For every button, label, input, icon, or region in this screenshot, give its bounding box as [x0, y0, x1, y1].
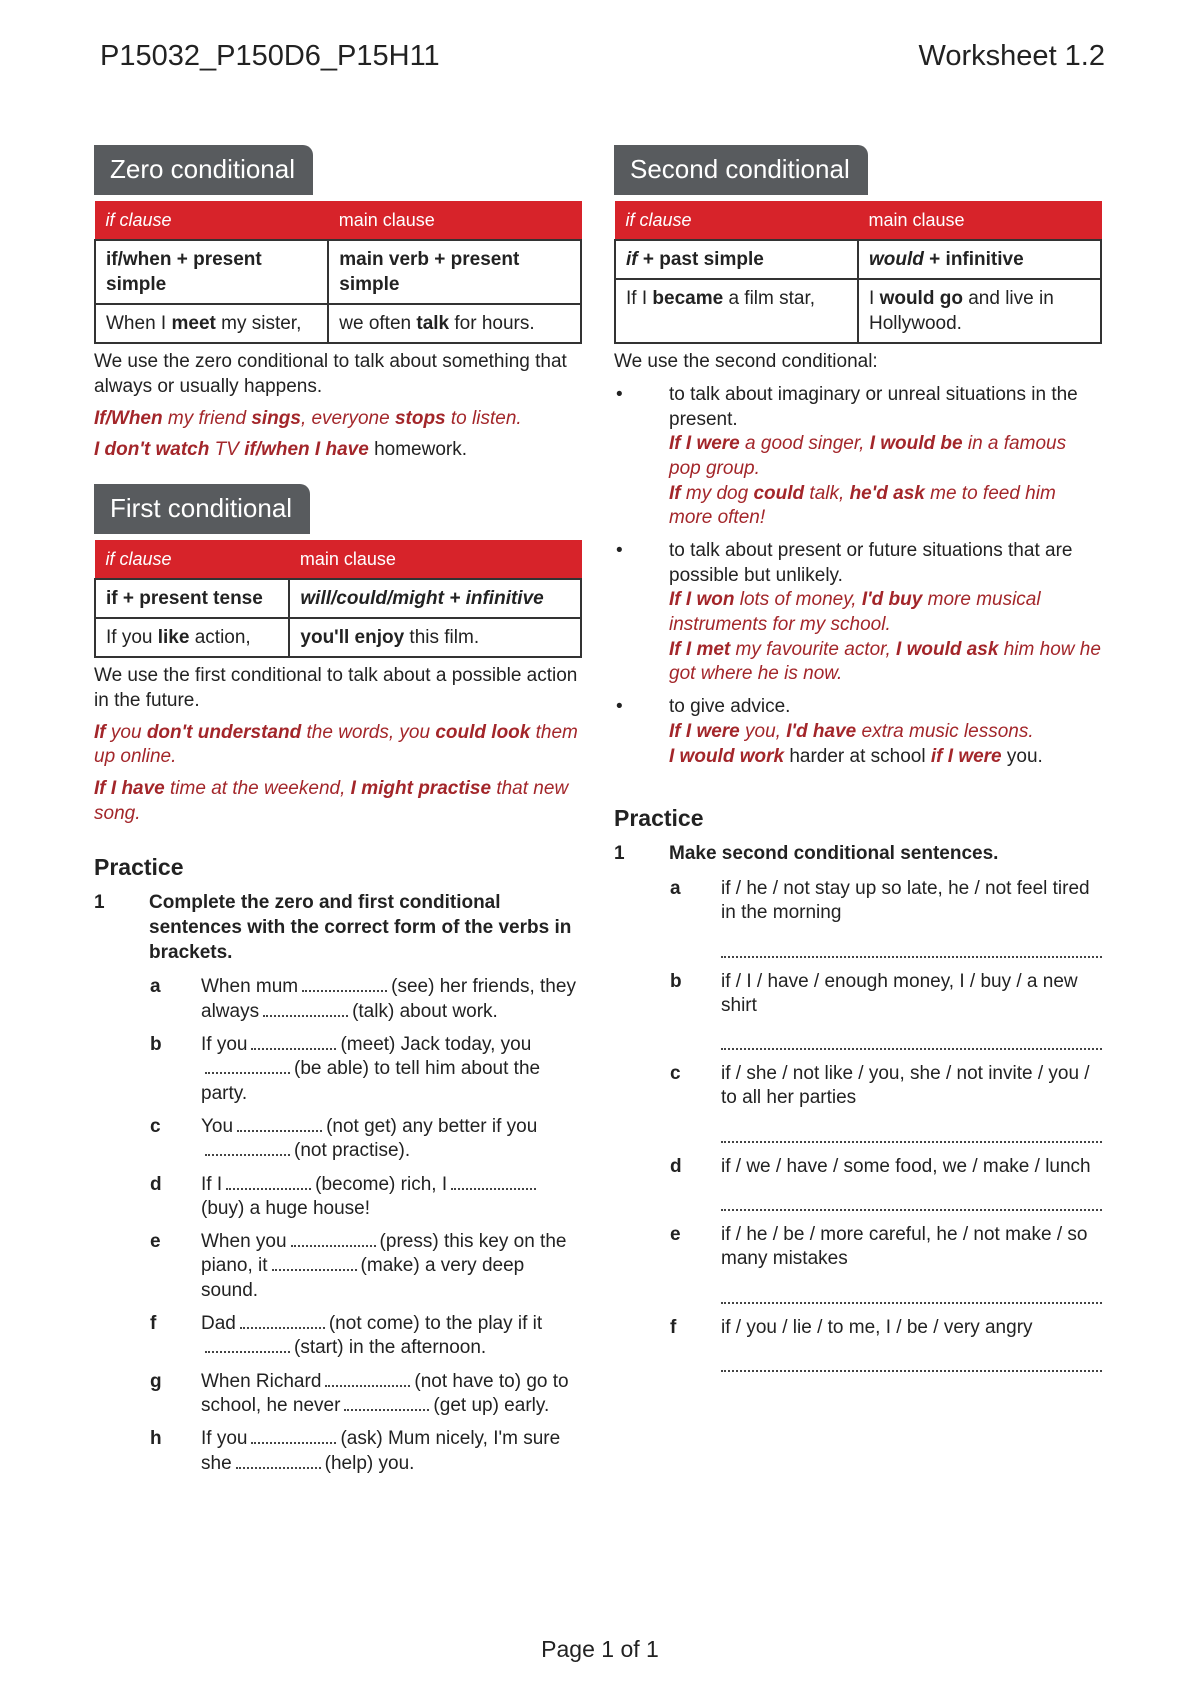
- item-letter: b: [670, 970, 682, 992]
- item-text: (ask) Mum nicely, I'm sure she: [201, 1428, 561, 1474]
- right-column: [614, 145, 1102, 1384]
- exercise-item-c: [94, 1115, 582, 1164]
- ex-bold: If I won: [669, 589, 735, 611]
- ex-text: to listen.: [445, 407, 522, 429]
- exercise-item-f: [614, 1316, 1102, 1372]
- answer-blank[interactable]: [240, 1313, 325, 1329]
- ex-text: the words, you: [301, 721, 436, 743]
- ex-bold: I would work: [669, 745, 785, 767]
- answer-line[interactable]: [721, 1119, 1102, 1143]
- item-text: if / she / not like / you, she / not invite / you / to all her parties: [721, 1063, 1090, 1109]
- task-number: 1: [614, 843, 625, 865]
- item-text: (meet) Jack today, you: [340, 1033, 532, 1055]
- first-explanation: We use the first conditional to talk about a possible action in the future.: [94, 665, 578, 711]
- exercise-item-b: [614, 970, 1102, 1051]
- ex-text: homework.: [368, 439, 467, 461]
- cell-verb: talk: [416, 313, 450, 335]
- item-letter: d: [150, 1173, 162, 1195]
- second-use-2: [614, 539, 1102, 687]
- exercise-item-h: [94, 1427, 582, 1476]
- ex-text: my favourite actor,: [730, 638, 897, 660]
- answer-line[interactable]: [721, 1187, 1102, 1211]
- zero-conditional-title: Zero conditional: [94, 145, 313, 195]
- ex-text: a good singer,: [739, 433, 870, 455]
- ex-text: more musical instruments for my school.: [669, 589, 1041, 636]
- ex-text: harder at school: [784, 745, 931, 767]
- item-text: if / he / be / more careful, he / not make / so many mistakes: [721, 1224, 1088, 1270]
- answer-blank[interactable]: [291, 1231, 376, 1247]
- answer-blank[interactable]: [251, 1428, 336, 1444]
- item-text: If you: [201, 1033, 248, 1055]
- ex-text: you: [105, 721, 147, 743]
- item-text: (help) you.: [324, 1452, 415, 1474]
- item-text: (not get) any better if you: [326, 1115, 538, 1137]
- answer-blank[interactable]: [272, 1255, 357, 1271]
- answer-blank[interactable]: [302, 976, 387, 992]
- answer-blank[interactable]: [251, 1034, 336, 1050]
- cell-text: for hours.: [449, 313, 535, 335]
- table-cell: if + present tense: [95, 579, 289, 618]
- item-text: if / he / not stay up so late, he / not feel tired in the morning: [721, 877, 1090, 924]
- item-letter: c: [670, 1063, 681, 1085]
- ex-text: talk,: [804, 482, 850, 504]
- ex-text: TV: [209, 439, 245, 461]
- practice-task: [614, 842, 1102, 867]
- item-text: (see) her friends, they always: [201, 976, 576, 1022]
- cell-text: If you: [106, 627, 158, 649]
- document-code: P15032_P150D6_P15H11: [100, 40, 440, 72]
- exercise-item-c: [614, 1062, 1102, 1143]
- cell-italic: if: [626, 249, 638, 270]
- item-text: If I: [201, 1173, 223, 1195]
- answer-blank[interactable]: [205, 1337, 290, 1353]
- exercise-item-a: [614, 877, 1102, 958]
- answer-blank[interactable]: [226, 1174, 311, 1190]
- task-number: 1: [94, 892, 105, 914]
- item-text: if / you / lie / to me, I / be / very angry: [721, 1316, 1033, 1338]
- exercise-item-d: [94, 1173, 582, 1222]
- page-number: Page 1 of 1: [541, 1636, 659, 1662]
- bullet-text: to give advice.: [669, 696, 791, 718]
- answer-blank[interactable]: [236, 1453, 321, 1469]
- ex-bold: he'd ask: [849, 482, 925, 504]
- answer-blank[interactable]: [205, 1058, 290, 1074]
- table-cell: [328, 304, 581, 343]
- task-instruction: Make second conditional sentences.: [669, 843, 999, 865]
- item-text: if / we / have / some food, we / make / lunch: [721, 1155, 1091, 1177]
- exercise-item-e: [614, 1223, 1102, 1304]
- second-use-3: [614, 695, 1102, 769]
- item-text: When you: [201, 1231, 287, 1253]
- ex-text: that new song.: [94, 777, 569, 824]
- ex-text: me to feed him more often!: [669, 482, 1056, 529]
- item-text: (get up) early.: [433, 1395, 550, 1417]
- answer-blank[interactable]: [344, 1395, 429, 1411]
- answer-line[interactable]: [721, 934, 1102, 958]
- second-example: [669, 720, 1102, 745]
- ex-text: you,: [739, 720, 787, 742]
- ex-text: my dog: [680, 482, 754, 504]
- table-cell: [289, 618, 581, 657]
- ex-bold: If: [669, 482, 681, 504]
- cell-verb: meet: [171, 313, 216, 335]
- ex-bold: stops: [394, 407, 446, 429]
- cell-text: we often: [339, 313, 417, 335]
- ex-text: my friend: [162, 407, 252, 429]
- item-text: (not come) to the play if it: [328, 1313, 543, 1335]
- second-conditional-table: [614, 201, 1102, 344]
- item-letter: f: [670, 1316, 677, 1338]
- table-cell: [858, 279, 1101, 343]
- item-text: (become) rich, I: [315, 1173, 448, 1195]
- cell-text: If I: [626, 288, 653, 310]
- item-text: (start) in the afternoon.: [294, 1337, 487, 1359]
- answer-line[interactable]: [721, 1348, 1102, 1372]
- first-conditional-title: First conditional: [94, 484, 310, 534]
- cell-text: my sister,: [215, 313, 302, 335]
- item-text: If you: [201, 1428, 248, 1450]
- ex-text: in a famous pop group.: [669, 433, 1067, 479]
- item-letter: a: [670, 877, 681, 899]
- answer-blank[interactable]: [325, 1371, 410, 1387]
- ex-bold: If I met: [669, 638, 731, 660]
- cell-text: I: [869, 288, 880, 310]
- ex-bold: sings: [251, 407, 301, 429]
- answer-blank[interactable]: [451, 1174, 536, 1190]
- ex-bold: I'd buy: [861, 589, 923, 611]
- table-cell: [615, 279, 858, 343]
- first-conditional-table: [94, 540, 582, 658]
- answer-blank[interactable]: [263, 1001, 348, 1017]
- item-letter: f: [150, 1313, 157, 1335]
- cell-verb: became: [652, 288, 724, 310]
- item-text: (make) a very deep sound.: [201, 1255, 525, 1301]
- ex-bold: I might practise: [350, 777, 492, 799]
- second-example: [669, 482, 1102, 531]
- item-letter: d: [670, 1155, 682, 1177]
- practice-task: [94, 891, 582, 965]
- cell-verb: like: [157, 627, 190, 649]
- ex-bold: I would be: [869, 433, 963, 455]
- zero-example-1: [94, 407, 582, 432]
- task-instruction: Complete the zero and first conditional sentences with the correct form of the verbs in brackets.: [149, 892, 572, 963]
- item-text: (not have to) go to school, he never: [201, 1370, 569, 1417]
- item-letter: h: [150, 1428, 162, 1450]
- practice-heading: Practice: [94, 854, 184, 881]
- worksheet-number: Worksheet 1.2: [918, 40, 1105, 72]
- table-cell: if/when + present simple: [95, 240, 328, 304]
- second-intro: We use the second conditional:: [614, 351, 878, 373]
- ex-bold: I don't watch: [94, 439, 210, 461]
- ex-text: , everyone: [300, 407, 395, 429]
- second-example: [669, 432, 1102, 481]
- bullet-icon: •: [616, 696, 623, 718]
- ex-bold: If I were: [669, 720, 740, 742]
- bullet-text: to talk about present or future situations that are possible but unlikely.: [669, 540, 1073, 586]
- item-text: (not practise).: [294, 1140, 411, 1162]
- ex-bold: I'd have: [786, 720, 857, 742]
- ex-text: time at the weekend,: [164, 777, 351, 799]
- answer-line[interactable]: [721, 1026, 1102, 1050]
- item-letter: e: [150, 1231, 161, 1253]
- ex-bold: If/When: [94, 407, 163, 429]
- answer-blank[interactable]: [205, 1140, 290, 1156]
- ex-bold: If I have: [94, 777, 165, 799]
- item-text: When Richard: [201, 1370, 322, 1392]
- ex-text: lots of money,: [734, 589, 862, 611]
- ex-text: you.: [1001, 745, 1043, 767]
- ex-bold: If I were: [669, 433, 740, 455]
- cell-text: + past simple: [637, 249, 764, 270]
- exercise-item-f: [94, 1312, 582, 1361]
- item-text: You: [201, 1115, 234, 1137]
- ex-bold: if/when I have: [244, 439, 369, 461]
- bullet-text: to talk about imaginary or unreal situations in the present.: [669, 383, 1078, 430]
- left-column: [94, 145, 582, 1485]
- table-header-if: if clause: [615, 202, 858, 241]
- ex-text: extra music lessons.: [856, 720, 1034, 742]
- item-letter: c: [150, 1115, 161, 1137]
- ex-bold: could: [753, 482, 805, 504]
- table-cell: [615, 240, 858, 279]
- table-header-if: if clause: [95, 202, 328, 241]
- bullet-icon: •: [616, 383, 623, 405]
- cell-italic: would: [869, 249, 924, 270]
- second-example: [669, 745, 1102, 770]
- zero-conditional-table: [94, 201, 582, 344]
- ex-bold: don't understand: [146, 721, 302, 743]
- ex-bold: If: [94, 721, 106, 743]
- exercise-item-a: [94, 975, 582, 1024]
- second-use-1: [614, 383, 1102, 531]
- cell-text: this film.: [404, 627, 480, 649]
- cell-text: a film star,: [723, 288, 816, 310]
- ex-bold: if I were: [930, 745, 1002, 767]
- ex-bold: I would ask: [896, 638, 999, 660]
- practice-heading: Practice: [614, 805, 704, 832]
- second-conditional-title: Second conditional: [614, 145, 868, 195]
- cell-text: + infinitive: [923, 249, 1024, 270]
- first-example-2: [94, 777, 582, 826]
- item-text: if / I / have / enough money, I / buy / a new shirt: [721, 970, 1078, 1016]
- second-example: [669, 638, 1102, 687]
- table-cell: will/could/might + infinitive: [289, 579, 581, 618]
- zero-example-2: [94, 438, 582, 463]
- item-letter: e: [670, 1224, 681, 1246]
- cell-text: When I: [106, 313, 172, 335]
- exercise-item-e: [94, 1230, 582, 1303]
- cell-verb: would go: [879, 288, 963, 310]
- table-header-main: main clause: [858, 202, 1101, 241]
- cell-text: and live in Hollywood.: [869, 288, 1054, 335]
- item-letter: b: [150, 1033, 162, 1055]
- item-text: (buy) a huge house!: [201, 1197, 371, 1219]
- ex-bold: could look: [435, 721, 531, 743]
- bullet-icon: •: [616, 540, 623, 562]
- second-example: [669, 588, 1102, 637]
- item-text: (talk) about work.: [352, 1000, 498, 1022]
- exercise-item-b: [94, 1033, 582, 1106]
- answer-blank[interactable]: [237, 1116, 322, 1132]
- item-text: Dad: [201, 1313, 236, 1335]
- item-text: (press) this key on the piano, it: [201, 1231, 567, 1277]
- cell-verb: you'll enjoy: [300, 627, 405, 649]
- ex-text: them up online.: [94, 721, 578, 768]
- answer-line[interactable]: [721, 1280, 1102, 1304]
- table-header-main: main clause: [328, 202, 581, 241]
- item-text: When mum: [201, 976, 299, 998]
- item-text: (be able) to tell him about the party.: [201, 1058, 541, 1104]
- item-letter: g: [150, 1370, 162, 1392]
- first-example-1: [94, 721, 582, 770]
- exercise-item-d: [614, 1155, 1102, 1211]
- table-header-if: if clause: [95, 540, 289, 579]
- table-cell: [858, 240, 1101, 279]
- table-cell: [95, 304, 328, 343]
- zero-explanation: We use the zero conditional to talk about something that always or usually happens.: [94, 351, 567, 397]
- item-letter: a: [150, 976, 161, 998]
- table-cell: [95, 618, 289, 657]
- exercise-item-g: [94, 1370, 582, 1419]
- ex-text: him how he got where he is now.: [669, 638, 1101, 685]
- cell-text: action,: [189, 627, 251, 649]
- table-header-main: main clause: [289, 540, 581, 579]
- table-cell: main verb + present simple: [328, 240, 581, 304]
